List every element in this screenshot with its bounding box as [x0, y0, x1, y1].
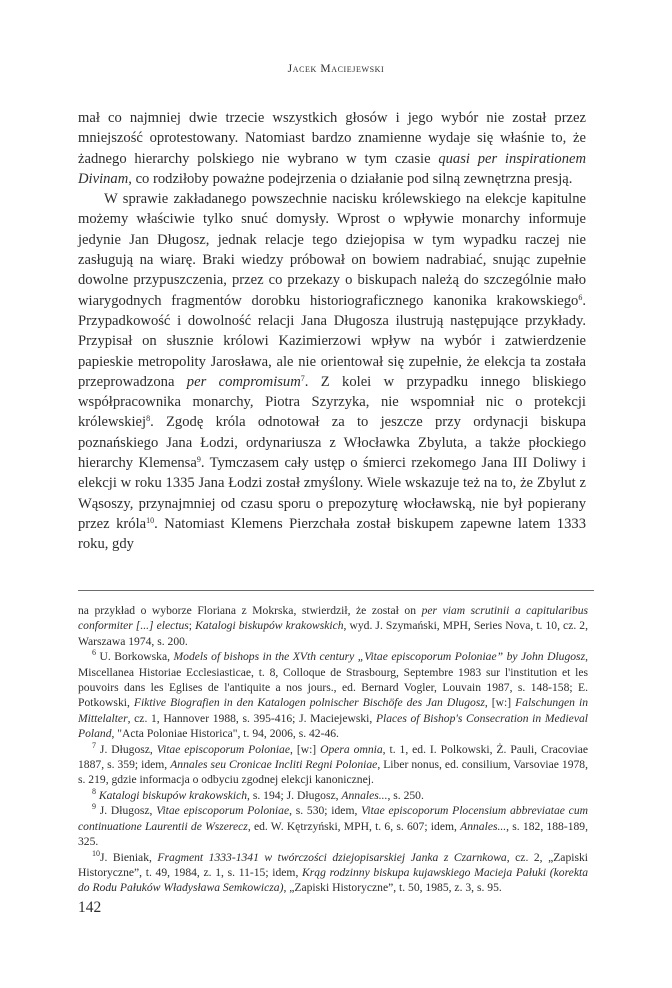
main-text: [78, 108, 586, 555]
footnote-7: [78, 742, 588, 788]
text-run: mał co najmniej dwie trzecie wszystkich głosów i jego wybór nie został przez mniejszość oprotestowany. Natomiast bardzo znamienne wydaje się właśnie to, że żadnego hierarchy polskiego nie wybrano w tym czasie: [78, 110, 586, 167]
footnote-number: 6: [92, 648, 96, 658]
footnote-10: [78, 850, 588, 896]
footnote-ref-8[interactable]: 8: [146, 414, 151, 424]
italic-text: Opera omnia: [320, 742, 383, 756]
text-run: na przykład o wyborze Floriana z Mokrska, stwierdził, że został on: [78, 604, 422, 617]
text-run: . Tymczasem cały ustęp o śmierci rzekomego Jana III Doliwy i elekcji w roku 1335 Jana Łodzi został zmyślony. Wiele wskazuje też na to, że Zbylut z Wąsoszy, przynajmniej od czasu sporu o prepozyturę włocławską, nie był popierany przez króla: [78, 455, 586, 532]
text-run: , "Acta Poloniae Historica", t. 94, 2006, s. 42-46.: [111, 727, 339, 741]
footnote-ref-7[interactable]: 7: [300, 373, 305, 383]
running-header: Jacek Maciejewski: [287, 63, 385, 75]
italic-text: Krąg rodzinny biskupa kujawskiego Macieja Pałuki (korekta do Rodu Pałuków Władysława Semkowicza): [78, 865, 588, 895]
italic-text: Katalogi biskupów krakowskich: [98, 788, 248, 802]
italic-text: Vitae episcoporum Poloniae: [156, 742, 290, 756]
italic-text: Falschungen in Mittelalter: [78, 696, 588, 725]
text-run: , [w:]: [290, 742, 321, 756]
text-run: , cz. 2, „Zapiski Historyczne”, t. 49, 1984, z. 1, s. 11-15; idem,: [78, 850, 589, 879]
latin-phrase: quasi per inspirationem Divinam: [78, 150, 587, 187]
text-run: , s. 194; J. Długosz,: [247, 788, 342, 802]
text-run: U. Borkowska,: [96, 650, 174, 664]
text-run: . Z kolei w przypadku innego bliskiego współpracownika monarchy, Piotra Szyrzyka, nie wspomniał nic o protekcji królewskiej: [78, 373, 587, 431]
latin-phrase: per compromisum: [186, 373, 301, 390]
italic-text: Vitae episcoporum Poloniae: [156, 804, 290, 818]
text-run: . Zgodę króla odnotował za to jeszcze przy ordynacji biskupa poznańskiego Jana Łodzi, ordynariusza z Włocławka Zbyluta, a także płockiego hierarchy Klemensa: [78, 414, 586, 472]
text-run: J. Bieniak,: [100, 850, 158, 864]
footnote-separator: [78, 590, 594, 591]
text-run: , „Zapiski Historyczne”, t. 50, 1985, z. 3, s. 95.: [283, 881, 502, 895]
text-run: , wyd. J. Szymański, MPH, Series Nova, t. 10, cz. 2, Warszawa 1974, s. 200.: [78, 619, 588, 648]
text-run: J. Długosz,: [96, 804, 157, 818]
text-run: W sprawie zakładanego powszechnie nacisku królewskiego na elekcje kapitulne możemy właściwie tylko snuć domysły. Wprost o wpływie monarchy informuje jedynie Jan Długosz, jednak relacje tego dziejopisa w tym wypadku raczej nie zasługują na wiarę. Braki wiedzy próbował on bowiem nadrabiać, snując zupełnie dowolne przypuszczenia, przez co przekazy o biskupach należą do szczególnie mało wiarygodnych fragmentów dorobku historiograficznego kanonika krakowskiego: [78, 191, 586, 309]
paragraph-2: [78, 189, 586, 554]
footnote-number: 9: [92, 802, 96, 812]
italic-text: Annales...: [341, 788, 388, 802]
text-run: ;: [188, 619, 196, 633]
italic-text: Places of Bishop's Consecration in Medieval Poland: [78, 711, 588, 741]
text-run: , s. 250.: [387, 788, 424, 802]
text-run: , cz. 1, Hannover 1988, s. 395-416; J. Maciejewski,: [127, 711, 376, 725]
footnote-number: 10: [92, 848, 100, 858]
footnote-9: [78, 803, 588, 849]
footnote-number: 7: [92, 740, 96, 750]
italic-text: Katalogi biskupów krakowskich: [195, 619, 344, 633]
text-run: , s. 530; idem,: [289, 804, 362, 818]
text-run: , co rodziłoby poważne podejrzenia o działanie pod silną zewnętrzna presją.: [128, 170, 573, 187]
text-run: , s. 182, 188-189, 325.: [78, 819, 588, 849]
footnote-ref-9[interactable]: 9: [196, 455, 201, 465]
text-run: , ed. W. Kętrzyński, MPH, t. 6, s. 607; idem,: [247, 819, 461, 833]
text-run: , t. 1, ed. I. Polkowski, Ż. Pauli, Cracoviae 1887, s. 359; idem,: [78, 742, 588, 772]
footnote-number: 8: [92, 786, 96, 796]
footnotes: [78, 603, 588, 896]
footnote-ref-10[interactable]: 10: [146, 515, 155, 525]
footnote-8: [78, 788, 588, 803]
italic-text: Models of bishops in the XVth century „Vitae episcoporum Poloniae” by John Dlugosz: [173, 650, 586, 664]
italic-text: Fiktive Biografien in den Katalogen polnischer Bischöfe des Jan Dlugosz: [133, 696, 485, 710]
text-run: , Miscellanea Historiae Ecclesiasticae, t. 8, Colloque de Strasbourg, Septembre 1983 sur l'institution et les pouvoirs dans les Eglises de l'antiquite a nos jours., ed. Bernard Vogler, Louvain 1987, s. 148-158; E. Potkowski,: [78, 650, 588, 710]
text-run: , Liber nonus, ed. consilium, Varsoviae 1978, s. 219, gdzie informacja o odbyciu zgodnej elekcji kanonicznej.: [78, 758, 588, 787]
italic-text: Annales...: [460, 819, 507, 833]
italic-text: Fragment 1333-1341 w twórczości dziejopisarskiej Janka z Czarnkowa: [157, 850, 507, 864]
text-run: . Przypadkowość i dowolność relacji Jana Długosza ilustrują następujące przykłady. Przypisał on słusznie królowi Kazimierzowi wpływ na wybór i zatwierdzenie papieskie metropolity Jarosława, ale nie orientował się zupełnie, że elekcja ta została przeprowadzona: [78, 292, 586, 390]
footnote-continuation: [78, 603, 588, 649]
text-run: J. Długosz,: [96, 742, 157, 756]
paragraph-1: [78, 108, 586, 189]
italic-text: Annales seu Cronicae Incliti Regni Poloniae: [170, 758, 378, 772]
text-run: , [w:]: [484, 696, 516, 710]
page-number: 142: [78, 899, 102, 916]
footnote-6: [78, 649, 588, 741]
footnote-ref-6[interactable]: 6: [578, 292, 583, 302]
italic-text: Vitae episcoporum Plocensium abbreviatae cum continuatione Laurentii de Wszerecz: [78, 804, 588, 833]
text-run: . Natomiast Klemens Pierzchała został biskupem zapewne latem 1333 roku, gdy: [78, 515, 586, 553]
italic-text: per viam scrutinii a capitularibus conformiter [...] electus: [78, 604, 588, 633]
